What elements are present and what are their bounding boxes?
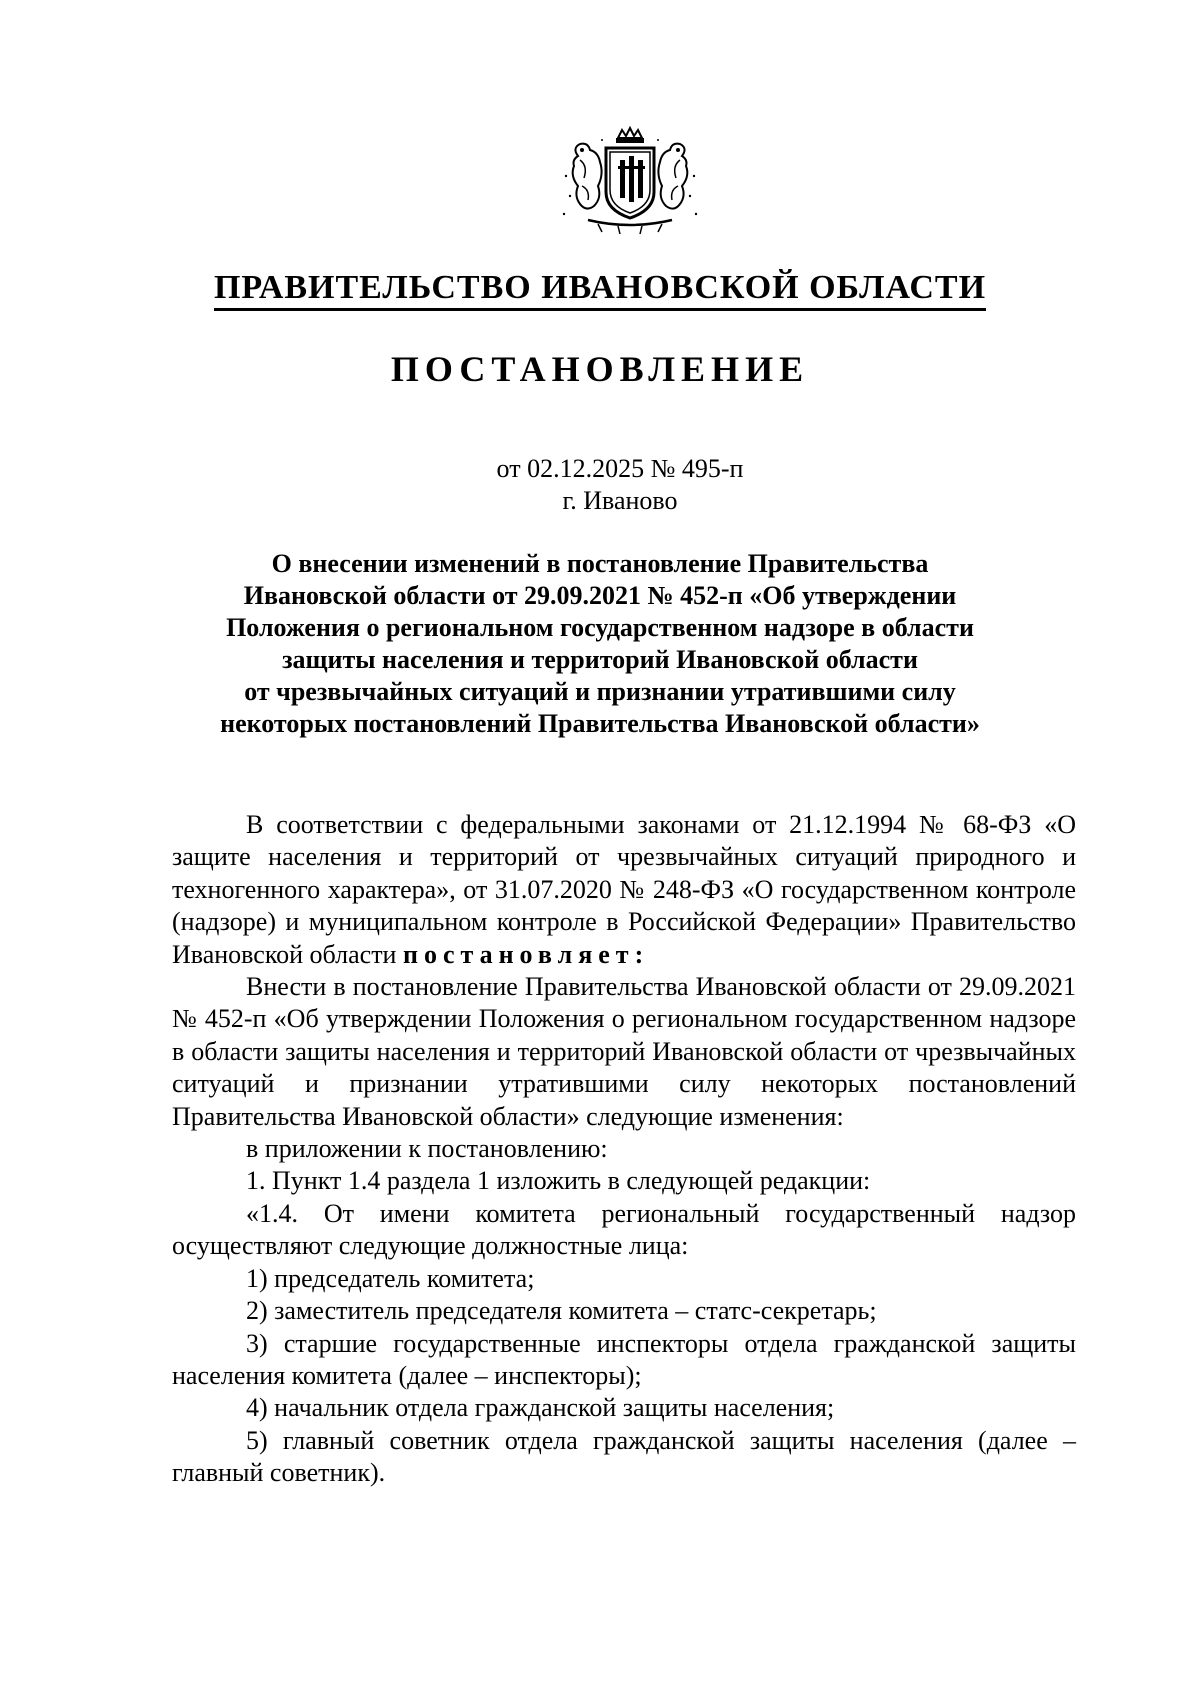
body-paragraph: 2) заместитель председателя комитета – статс-секретарь; xyxy=(246,1296,877,1326)
subject-line: Положения о региональном государственном надзоре в области xyxy=(226,613,974,642)
body-paragraph: «1.4. От имени комитета региональный государственный надзор осуществляют следующие должностные лица: xyxy=(172,1198,1076,1261)
document-subject xyxy=(140,548,1060,740)
subject-line: защиты населения и территорий Ивановской области xyxy=(282,645,918,674)
preamble-text: В соответствии с федеральными законами от 21.12.1994 № 68-ФЗ «О защите населения и территорий от чрезвычайных ситуаций природного и техногенного характера», от 31.07.2020 № 248-ФЗ «О государственном контроле (надзоре) и муниципальном контроле в Российской Федерации» Правительство Ивановской области xyxy=(172,810,1076,969)
body-paragraph: 1. Пункт 1.4 раздела 1 изложить в следующей редакции: xyxy=(246,1166,871,1196)
body-paragraph: 1) председатель комитета; xyxy=(246,1263,535,1293)
decides-keyword: постановляет: xyxy=(402,939,650,969)
body-paragraph: в приложении к постановлению: xyxy=(246,1134,608,1164)
subject-line: от чрезвычайных ситуаций и признании утратившими силу xyxy=(244,677,956,706)
document-body xyxy=(172,809,1076,1490)
preamble-paragraph xyxy=(172,809,1076,971)
document-type: ПОСТАНОВЛЕНИЕ xyxy=(390,349,810,389)
subject-line: О внесении изменений в постановление Правительства xyxy=(271,549,929,578)
document-meta xyxy=(0,453,1200,517)
body-paragraph: 4) начальник отдела гражданской защиты населения; xyxy=(246,1393,835,1423)
body-paragraph: 3) старшие государственные инспекторы отдела гражданской защиты населения комитета (далее – инспекторы); xyxy=(172,1328,1076,1390)
body-paragraph: 5) главный советник отдела гражданской защиты населения (далее – главный советник). xyxy=(172,1425,1076,1488)
organization-title-text: ПРАВИТЕЛЬСТВО ИВАНОВСКОЙ ОБЛАСТИ xyxy=(214,269,986,311)
coat-of-arms-icon xyxy=(558,126,703,236)
body-paragraph: Внести в постановление Правительства Ивановской области от 29.09.2021 № 452-п «Об утверждении Положения о региональном государственном надзоре в области защиты населения и территорий Ивановской области от чрезвычайных ситуаций и признании утратившими силу некоторых постановлений Правительства Ивановской области» следующие изменения: xyxy=(172,972,1076,1131)
organization-title xyxy=(0,266,1200,310)
subject-line: некоторых постановлений Правительства Ивановской области» xyxy=(220,709,980,738)
city: г. Иваново xyxy=(562,486,678,515)
date-number: от 02.12.2025 № 495-п xyxy=(496,454,744,483)
subject-line: Ивановской области от 29.09.2021 № 452-п «Об утверждении xyxy=(243,581,957,610)
